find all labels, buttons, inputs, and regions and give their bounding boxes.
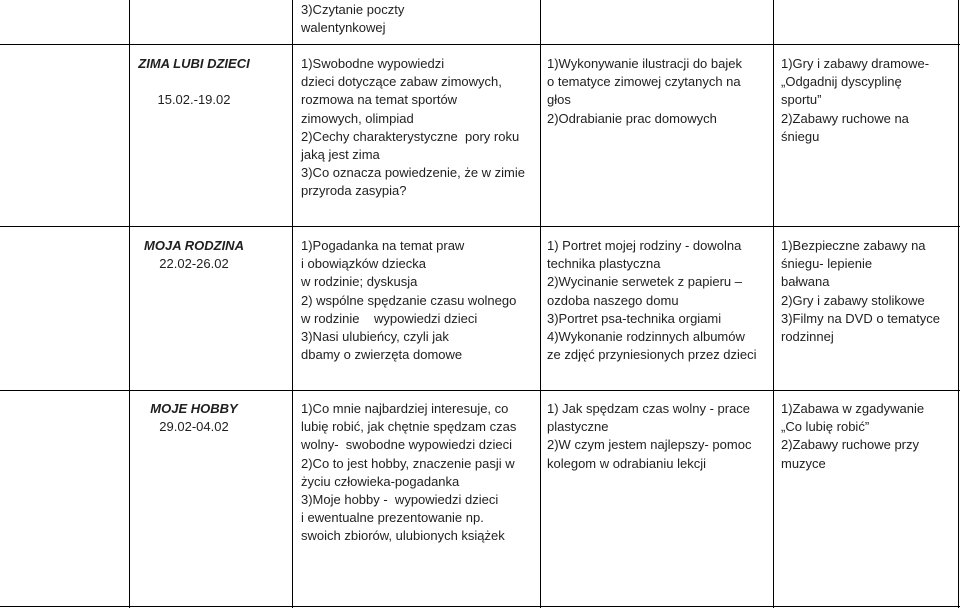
theme-cell bbox=[133, 55, 255, 110]
text-line: ozdoba naszego domu bbox=[547, 292, 679, 308]
games-cell bbox=[781, 400, 957, 473]
text-line: dbamy o zwierzęta domowe bbox=[301, 347, 463, 363]
row0-activities bbox=[301, 1, 536, 37]
text-line: 1) Portret mojej rodziny - dowolna bbox=[547, 238, 742, 253]
art-activities-cell bbox=[547, 237, 771, 364]
table-row-divider bbox=[0, 226, 960, 227]
games-cell bbox=[781, 237, 957, 346]
conversation-cell bbox=[301, 237, 536, 364]
text-line: lubię robić, jak chętnie spędzam czas bbox=[301, 419, 517, 435]
theme-date: 29.02-04.02 bbox=[159, 419, 229, 435]
text-line: 2)Zabawy ruchowe przy bbox=[781, 437, 919, 453]
text-line: swoich zbiorów, ulubionych książek bbox=[301, 528, 505, 544]
text-line: zimowych, olimpiad bbox=[301, 110, 414, 126]
text-line: 3)Filmy na DVD o tematyce bbox=[781, 310, 940, 326]
text-line: 3)Portret psa-technika orgiami bbox=[547, 310, 722, 326]
conversation-cell bbox=[301, 55, 536, 201]
spacer bbox=[133, 73, 255, 91]
text-line: bałwana bbox=[781, 274, 830, 290]
text-line: 2)Wycinanie serwetek z papieru – bbox=[547, 274, 742, 290]
games-cell bbox=[781, 55, 957, 146]
text-line: życiu człowieka-pogadanka bbox=[301, 473, 460, 489]
text-line: rodzinnej bbox=[781, 329, 834, 345]
text-line: 2)Gry i zabawy stolikowe bbox=[781, 292, 925, 308]
table-row-divider bbox=[0, 390, 960, 391]
text-line: rozmowa na temat sportów bbox=[301, 92, 458, 108]
theme-cell bbox=[133, 400, 255, 436]
text-line: sportu” bbox=[781, 92, 822, 108]
theme-date: 22.02-26.02 bbox=[159, 256, 229, 272]
text-line: 1)Zabawa w zgadywanie bbox=[781, 401, 925, 416]
text-line: 1)Swobodne wypowiedzi bbox=[301, 56, 445, 71]
theme-title: MOJA RODZINA bbox=[144, 238, 244, 253]
table-border-col3 bbox=[540, 0, 541, 608]
text-line: 2)Cechy charakterystyczne pory roku bbox=[301, 128, 520, 144]
theme-cell bbox=[133, 237, 255, 273]
text-line: o tematyce zimowej czytanych na bbox=[547, 74, 741, 90]
text-line: w rodzinie; dyskusja bbox=[301, 274, 418, 290]
text-line: 1)Wykonywanie ilustracji do bajek bbox=[547, 56, 742, 71]
text-line: plastyczne bbox=[547, 419, 609, 435]
text-line: 1) Jak spędzam czas wolny - prace bbox=[547, 401, 751, 416]
text-line: 2)W czym jestem najlepszy- pomoc bbox=[547, 437, 752, 453]
table-border-right bbox=[958, 0, 959, 608]
theme-title: ZIMA LUBI DZIECI bbox=[138, 56, 250, 71]
table-border-col2 bbox=[292, 0, 293, 608]
text-line: 3)Nasi ulubieńcy, czyli jak bbox=[301, 329, 449, 345]
table-border-left bbox=[129, 0, 130, 608]
text-line: 3)Czytanie poczty bbox=[301, 2, 405, 17]
text-line: 3)Moje hobby - wypowiedzi dzieci bbox=[301, 492, 499, 508]
text-line: 1)Co mnie najbardziej interesuje, co bbox=[301, 401, 509, 416]
text-line: 1)Bezpieczne zabawy na bbox=[781, 238, 926, 253]
text-line: „Odgadnij dyscyplinę bbox=[781, 74, 902, 90]
text-line: technika plastyczna bbox=[547, 256, 661, 272]
text-line: 1)Gry i zabawy dramowe- bbox=[781, 56, 930, 71]
text-line: i obowiązków dziecka bbox=[301, 256, 427, 272]
art-activities-cell bbox=[547, 55, 771, 128]
text-line: 2)Zabawy ruchowe na bbox=[781, 110, 909, 126]
text-line: śniegu bbox=[781, 128, 820, 144]
theme-title: MOJE HOBBY bbox=[150, 401, 238, 416]
table-row-divider bbox=[0, 44, 960, 45]
text-line: i ewentualne prezentowanie np. bbox=[301, 510, 484, 526]
conversation-cell bbox=[301, 400, 536, 546]
text-line: głos bbox=[547, 92, 571, 108]
text-line: muzyce bbox=[781, 455, 826, 471]
table-border-bottom bbox=[0, 606, 960, 607]
text-line: 2)Odrabianie prac domowych bbox=[547, 110, 717, 126]
text-line: walentynkowej bbox=[301, 20, 386, 36]
text-line: 2)Co to jest hobby, znaczenie pasji w bbox=[301, 455, 515, 471]
text-line: ze zdjęć przyniesionych przez dzieci bbox=[547, 347, 757, 363]
text-line: kolegom w odrabianiu lekcji bbox=[547, 455, 706, 471]
text-line: w rodzinie wypowiedzi dzieci bbox=[301, 310, 478, 326]
table-border-col4 bbox=[773, 0, 774, 608]
text-line: śniegu- lepienie bbox=[781, 256, 873, 272]
text-line: jaką jest zima bbox=[301, 147, 380, 163]
text-line: 2) wspólne spędzanie czasu wolnego bbox=[301, 292, 517, 308]
text-line: wolny- swobodne wypowiedzi dzieci bbox=[301, 437, 512, 453]
art-activities-cell bbox=[547, 400, 771, 473]
text-line: dzieci dotyczące zabaw zimowych, bbox=[301, 74, 502, 90]
text-line: 4)Wykonanie rodzinnych albumów bbox=[547, 329, 745, 345]
theme-date: 15.02.-19.02 bbox=[157, 92, 231, 108]
text-line: 1)Pogadanka na temat praw bbox=[301, 238, 465, 253]
text-line: „Co lubię robić” bbox=[781, 419, 870, 435]
text-line: przyroda zasypia? bbox=[301, 183, 407, 199]
text-line: 3)Co oznacza powiedzenie, że w zimie bbox=[301, 165, 525, 181]
